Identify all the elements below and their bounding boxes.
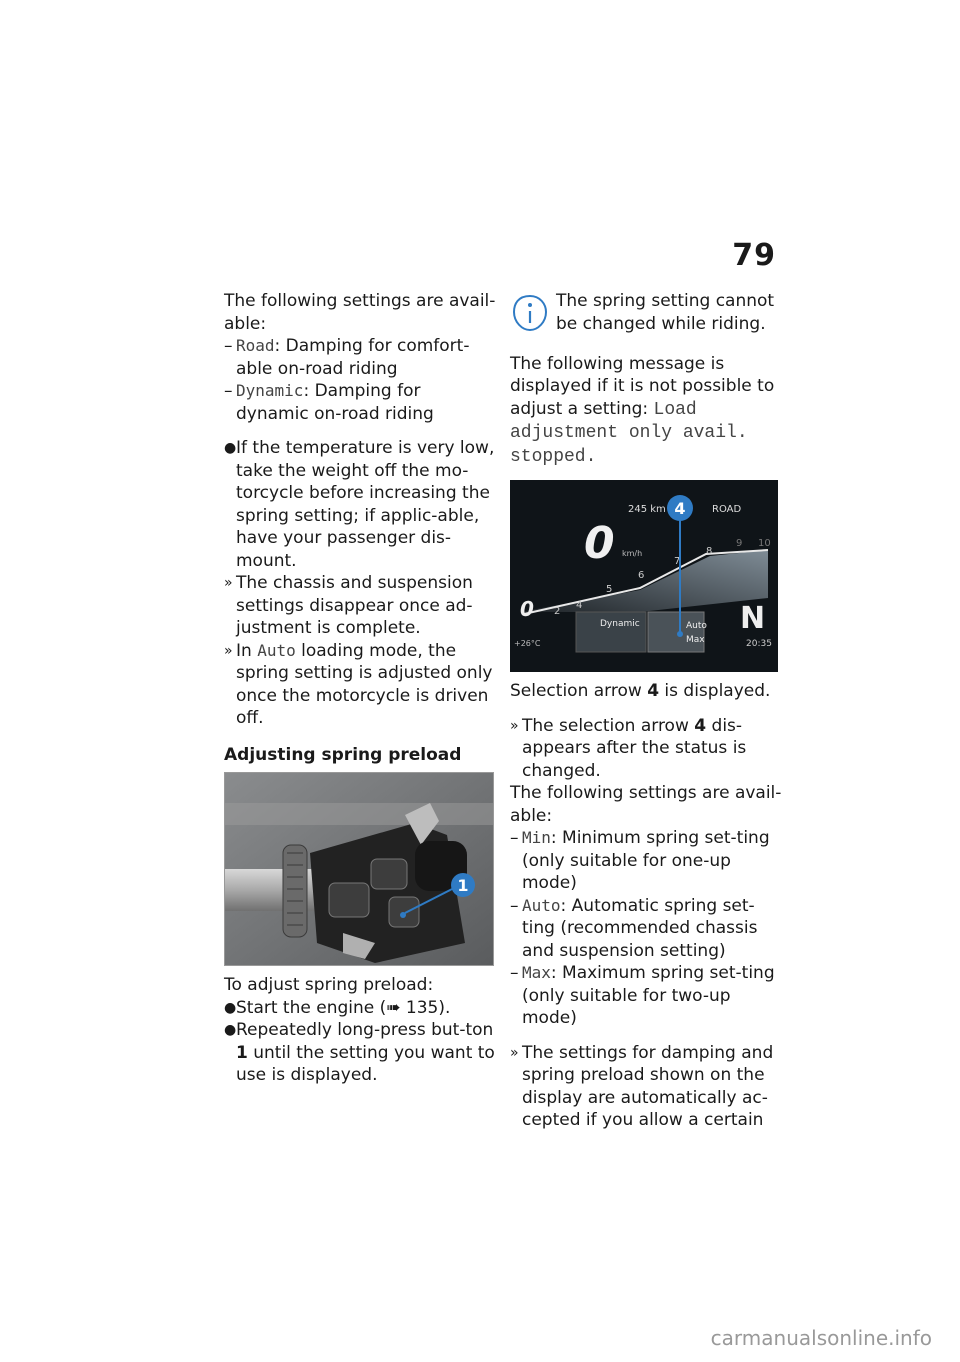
info-icon <box>510 290 550 341</box>
rpm-mark: 4 <box>576 600 583 611</box>
option-code: Auto <box>522 895 561 915</box>
rpm-mark: 9 <box>736 538 743 549</box>
step-text-post: ). <box>438 997 451 1018</box>
option-text: : Minimum spring set-ting (only suitable for one-up mode) <box>522 828 770 893</box>
result-text-pre: In <box>236 640 258 661</box>
step-long-press: ● Repeatedly long-press but-ton 1 until the setting you want to use is displayed. <box>224 1020 495 1085</box>
speed-value: 0 <box>584 518 615 569</box>
watermark: carmanualsonline.info <box>710 1326 932 1350</box>
caption-callout-ref: 4 <box>647 681 660 701</box>
rpm-mark: 8 <box>706 546 713 557</box>
bullet-text: If the temperature is very low, take the weight off the mo-torcycle before increasing the spring setting; if applic-able, have your passenger dis-mount. <box>236 438 495 571</box>
result-disappear: » The chassis and suspension settings disappear once ad-justment is complete. <box>224 573 473 638</box>
message-intro-text: The following message is displayed if it is not possible to adjust a setting: <box>510 353 775 419</box>
option-road: – Road: Damping for comfort-able on-road riding <box>224 336 470 379</box>
page-number: 79 <box>732 238 776 273</box>
rpm-mark: 2 <box>554 606 561 617</box>
left-column <box>224 290 496 1087</box>
menu-max: Max <box>686 635 705 645</box>
bullet-temperature: ● If the temperature is very low, take the weight off the mo-torcycle before increasing the spring setting; if applic-able, have your passenger dis-mount. <box>224 438 495 571</box>
step-text-pre: Start the engine ( <box>236 997 387 1018</box>
result-callout-ref: 4 <box>694 715 707 736</box>
caption-text-post: is displayed. <box>659 681 771 701</box>
option-max: – Max: Maximum spring set-ting (only suitable for two-up mode) <box>510 963 775 1028</box>
rpm-mark: 7 <box>674 556 681 567</box>
rpm-mark: 5 <box>606 584 613 595</box>
option-text: : Automatic spring set-ting (recommended chassis and suspension setting) <box>522 895 758 961</box>
step-text-post: until the setting you want to use is displayed. <box>236 1042 495 1085</box>
handlebar-switch-illustration <box>225 773 493 965</box>
right-column <box>510 290 782 1132</box>
handlebar-switch-figure <box>224 772 494 966</box>
riding-mode: ROAD <box>712 504 742 515</box>
gear-indicator: N <box>740 601 766 636</box>
section-heading: Adjusting spring preload <box>224 744 462 765</box>
tft-display-figure <box>510 480 778 672</box>
rpm-mark: 6 <box>638 570 645 581</box>
step-callout-ref: 1 <box>236 1042 248 1063</box>
message-intro <box>510 353 782 469</box>
result-text: The settings for damping and spring preload shown on the display are automatically ac-cepted if you allow a certain <box>522 1042 774 1130</box>
option-code: Max <box>522 963 551 982</box>
info-note <box>510 290 782 341</box>
result-text: The chassis and suspension settings disappear once ad-justment is complete. <box>236 573 473 638</box>
option-text: : Damping for comfort-able on-road riding <box>236 336 470 379</box>
option-code: Road <box>236 336 275 355</box>
info-text: The spring setting cannot be changed while riding. <box>556 291 775 334</box>
result-arrow-disappears: » The selection arrow 4 dis-appears after the status is changed. <box>510 715 747 781</box>
result-code: Auto <box>257 640 296 660</box>
result-auto-mode: » In Auto loading mode, the spring setting is adjusted only once the motorcycle is driven off. <box>224 640 493 728</box>
settings-intro: The following settings are avail-able: <box>224 291 496 334</box>
speed-unit: km/h <box>622 549 643 558</box>
option-code: Min <box>522 828 551 847</box>
clock: 20:35 <box>746 639 772 649</box>
option-text: : Maximum spring set-ting (only suitable for two-up mode) <box>522 963 775 1028</box>
option-dynamic: – Dynamic: Damping for dynamic on-road riding <box>224 381 434 424</box>
tft-display-illustration <box>510 480 778 672</box>
page-ref-arrow-icon: ➠ <box>386 997 401 1018</box>
rpm-mark: 10 <box>758 538 771 549</box>
option-text: : Damping for dynamic on-road riding <box>236 381 434 424</box>
result-settings-accepted: » The settings for damping and spring preload shown on the display are automatically ac-cepted if you allow a certain <box>510 1042 774 1130</box>
settings-intro-2: The following settings are avail-able: <box>510 783 782 826</box>
option-code: Dynamic <box>236 381 304 400</box>
step-text-pre: Repeatedly long-press but-ton <box>236 1020 494 1040</box>
fuel-range: 245 km <box>628 504 666 515</box>
callout-4: 4 <box>674 499 686 518</box>
figure-caption <box>510 680 782 703</box>
option-min: – Min: Minimum spring set-ting (only suitable for one-up mode) <box>510 828 770 893</box>
callout-1: 1 <box>457 876 469 895</box>
result-text-pre: The selection arrow <box>522 715 695 736</box>
step-start-engine: ● Start the engine (➠ 135). <box>224 997 451 1018</box>
result-text-post: dis-appears after the status is changed. <box>522 715 747 781</box>
result-text-post: loading mode, the spring setting is adjusted only once the motorcycle is driven off. <box>236 640 493 728</box>
page-ref: 135 <box>405 997 439 1018</box>
message-code: Load adjustment only avail. stopped. <box>510 399 748 467</box>
caption-text-pre: Selection arrow <box>510 681 648 701</box>
menu-auto: Auto <box>686 621 707 631</box>
menu-dynamic: Dynamic <box>600 619 640 629</box>
option-auto: – Auto: Automatic spring set-ting (recommended chassis and suspension setting) <box>510 895 758 961</box>
adjust-intro: To adjust spring preload: <box>224 975 434 995</box>
temperature: +26°C <box>514 639 541 648</box>
rpm-zero: 0 <box>520 597 534 621</box>
